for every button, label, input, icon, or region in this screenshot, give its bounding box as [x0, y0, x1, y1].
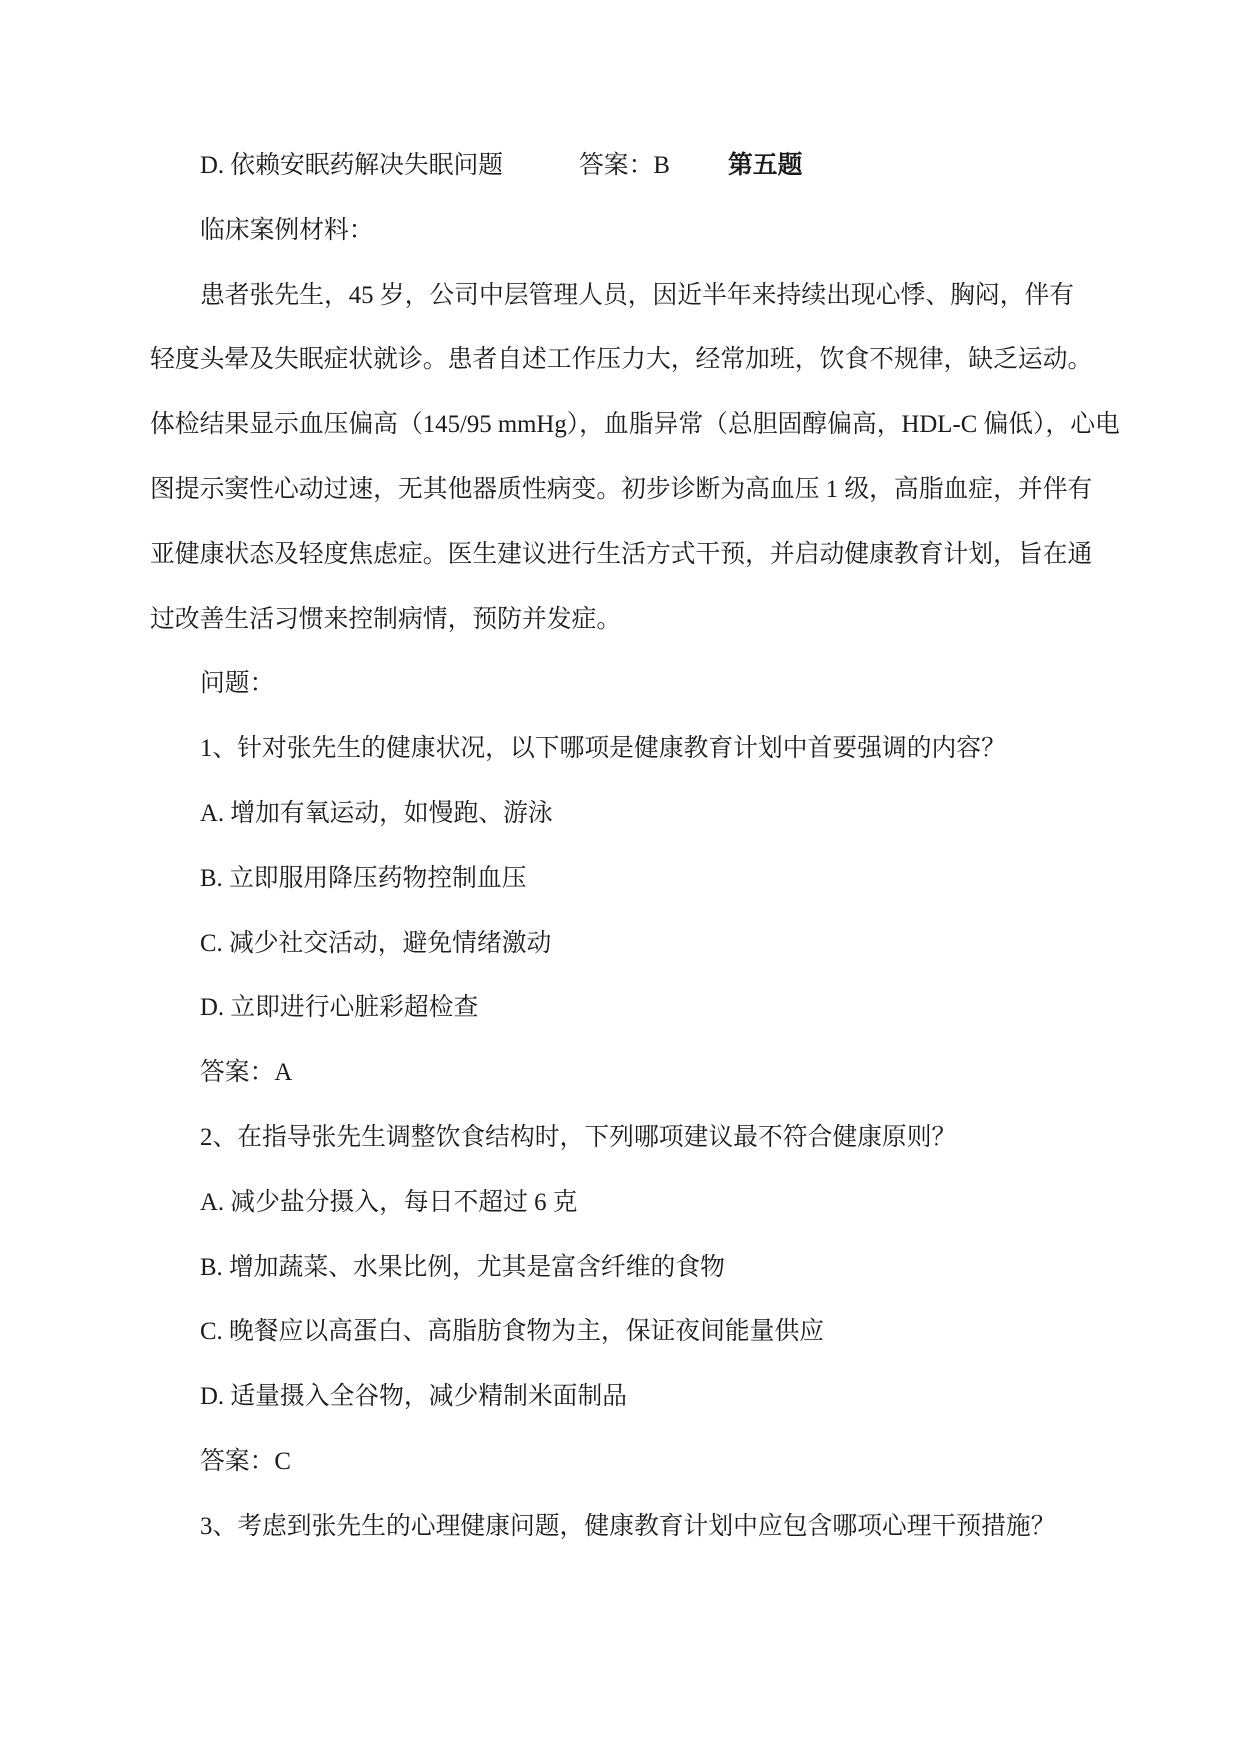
question-2-option-c: C. 晚餐应以高蛋白、高脂肪食物为主，保证夜间能量供应: [200, 1318, 825, 1346]
section-title: 第五题: [728, 152, 803, 179]
question-2-option-a: A. 减少盐分摄入，每日不超过 6 克: [200, 1188, 578, 1216]
previous-answer: 答案：B: [579, 152, 670, 179]
question-1-option-c: C. 减少社交活动，避免情绪激动: [200, 929, 552, 957]
question-2-option-d: D. 适量摄入全谷物，减少精制米面制品: [200, 1383, 628, 1411]
case-paragraph-line: 亚健康状态及轻度焦虑症。医生建议进行生活方式干预，并启动健康教育计划，旨在通: [150, 540, 1093, 568]
question-1-option-d: D. 立即进行心脏彩超检查: [200, 994, 479, 1022]
case-paragraph-line: 体检结果显示血压偏高（145/95 mmHg），血脂异常（总胆固醇偏高，HDL-C 偏低），心电: [150, 411, 1120, 439]
question-2-answer: 答案：C: [200, 1447, 291, 1475]
question-2-option-b: B. 增加蔬菜、水果比例，尤其是富含纤维的食物: [200, 1253, 725, 1281]
question-1-option-b: B. 立即服用降压药物控制血压: [200, 864, 527, 892]
case-paragraph-line: 图提示窦性心动过速，无其他器质性病变。初步诊断为高血压 1 级，高脂血症，并伴有: [150, 475, 1093, 503]
questions-label: 问题：: [200, 670, 275, 698]
question-2-stem: 2、在指导张先生调整饮食结构时，下列哪项建议最不符合健康原则？: [200, 1123, 957, 1151]
previous-option-d: D. 依赖安眠药解决失眠问题: [200, 152, 504, 179]
case-material-label: 临床案例材料：: [200, 216, 374, 244]
header-line: [0, 134, 1241, 199]
case-paragraph-line: 轻度头晕及失眠症状就诊。患者自述工作压力大，经常加班，饮食不规律，缺乏运动。: [150, 346, 1093, 374]
question-1-stem: 1、针对张先生的健康状况，以下哪项是健康教育计划中首要强调的内容？: [200, 735, 1006, 763]
case-paragraph-line: 过改善生活习惯来控制病情，预防并发症。: [150, 605, 622, 633]
question-1-answer: 答案：A: [200, 1059, 293, 1087]
question-3-stem: 3、考虑到张先生的心理健康问题，健康教育计划中应包含哪项心理干预措施？: [200, 1512, 1056, 1540]
question-1-option-a: A. 增加有氧运动，如慢跑、游泳: [200, 799, 553, 827]
case-paragraph-line: 患者张先生，45 岁，公司中层管理人员，因近半年来持续出现心悸、胸闷，伴有: [200, 281, 1075, 309]
